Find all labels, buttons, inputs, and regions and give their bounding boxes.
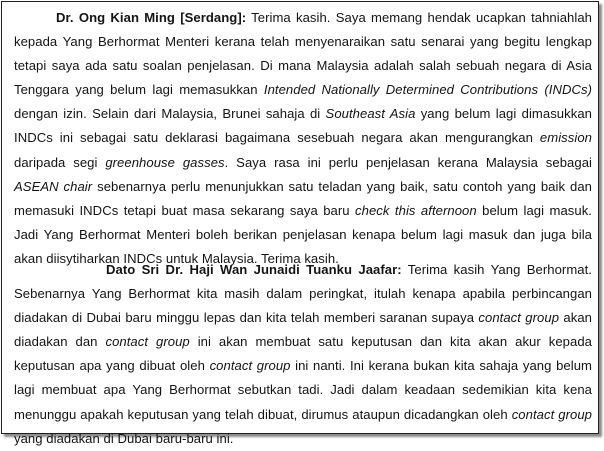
speech-italic-term: contact group: [478, 310, 560, 326]
paragraph-ong-kian-ming: [14, 6, 592, 271]
speech-text: belum lagi masuk. Jadi Yang Berhormat Menteri boleh berikan penjelasan kenapa belum lagi masuk dan juga bila akan diisytiharkan INDCs untuk Malaysia. Terima kasih.: [14, 202, 592, 266]
speaker-name: Dr. Ong Kian Ming [Serdang]:: [56, 10, 247, 25]
speech-text: dengan izin. Selain dari Malaysia, Brunei sahaja di: [14, 106, 326, 122]
speech-italic-term: contact group: [209, 358, 291, 374]
speech-text: yang belum lagi dimasukkan INDCs ini sebagai satu deklarasi bagaimana sesebuah negara akan mengurangkan: [14, 106, 592, 146]
speech-italic-term: Southeast Asia: [325, 106, 416, 122]
speech-text: . Saya rasa ini perlu penjelasan kerana Malaysia sebagai: [224, 154, 592, 170]
speech-italic-term: contact group: [511, 406, 592, 422]
speech-text: Terima kasih. Saya memang hendak ucapkan tahniahlah kepada Yang Berhormat Menteri kerana telah menyenaraikan satu senarai yang begitu lengkap tetapi saya ada satu soalan penjelasan. Di mana Malaysia adalah salah sebuah negara di Asia Tenggara yang belum lagi memasukkan: [14, 10, 592, 98]
speech-italic-term: contact group: [105, 334, 190, 350]
speech-text: akan diadakan dan: [14, 310, 592, 350]
speech-italic-term: greenhouse gasses: [105, 154, 225, 170]
speaker-name: Dato Sri Dr. Haji Wan Junaidi Tuanku Jaafar:: [106, 262, 402, 277]
speech-italic-term: Intended Nationally Determined Contributions (INDCs): [263, 82, 592, 98]
speech-text: Terima kasih Yang Berhormat. Sebenarnya Yang Berhormat kita masih dalam peringkat, itulah kenapa apabila perbincangan diadakan di Dubai baru minggu lepas dan kita telah memberi saranan supaya: [14, 262, 592, 326]
document-page: [1, 1, 599, 446]
speech-text: yang diadakan di Dubai baru-baru ini.: [14, 430, 234, 446]
paragraph-wan-junaidi: [14, 258, 592, 451]
speech-text: daripada segi: [14, 154, 106, 170]
speech-text: ini akan membuat satu keputusan dan kita akan akur kepada keputusan apa yang dibuat oleh: [14, 334, 592, 374]
speech-text: ini nanti. Ini kerana bukan kita sahaja yang belum lagi membuat apa Yang Berhormat sebutkan tadi. Jadi dalam keadaan sedemikian kita kena menunggu apakah keputusan yang telah dibuat, dirumus ataupun dicadangkan oleh: [14, 358, 592, 422]
speech-italic-term: ASEAN chair: [14, 178, 93, 194]
speech-text: sebenarnya perlu menunjukkan satu teladan yang baik, satu contoh yang baik dan memasuki INDCs tetapi buat masa sekarang saya baru: [14, 178, 592, 218]
speech-italic-term: check this afternoon: [355, 202, 477, 218]
speech-italic-term: emission: [539, 130, 592, 146]
